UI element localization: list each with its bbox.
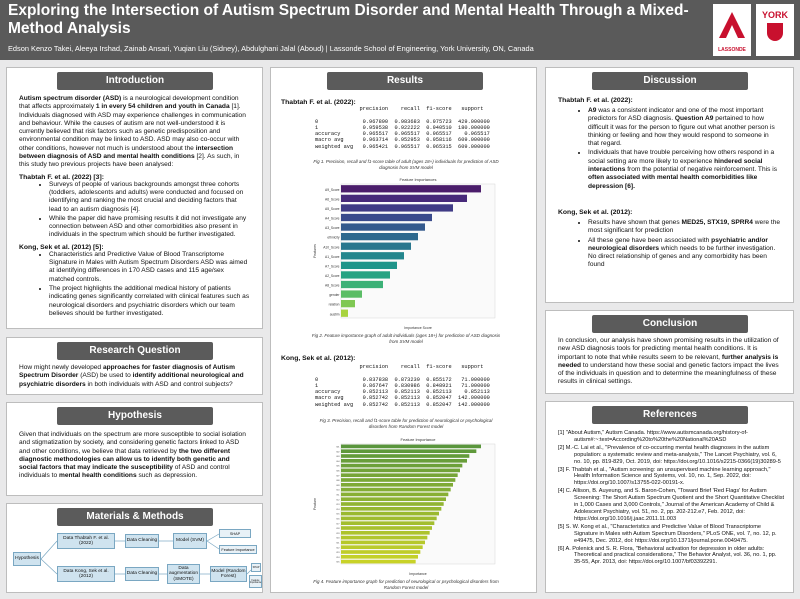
- tick-label: f03: [336, 456, 340, 459]
- y-axis-label: Feature: [313, 497, 317, 511]
- research-question-panel: [6, 337, 263, 395]
- tick-label: f20: [336, 537, 340, 540]
- tick-label: f23: [336, 552, 340, 555]
- bar: [341, 223, 425, 230]
- bar: [341, 483, 453, 487]
- bar: [341, 550, 420, 554]
- flow-model-svm: Model (SVM): [173, 533, 207, 549]
- results-heading: Results: [327, 72, 483, 90]
- list-item: • All these gene have been associated with psychiatric and/or neurological disorders which needs to be further investigation. No direct relationship of genes and any comorbidity has been found: [588, 237, 781, 270]
- flow-feature-2: Feature Importance: [249, 575, 262, 588]
- bar: [341, 300, 355, 307]
- tick-label: A10_Score: [323, 245, 340, 250]
- introduction-panel: [6, 67, 263, 329]
- flow-clean-2: Data Cleaning: [125, 567, 159, 581]
- tick-label: f13: [336, 504, 340, 507]
- conclusion-panel: [545, 310, 794, 394]
- y-axis-label: Features: [313, 244, 317, 258]
- research-question-text: How might newly developed approaches for faster diagnosis of Autism Spectrum Disorder (ASD) be used to identify additional neurological and psychiatric disorders in both individuals with ASD and control subjects?: [19, 364, 244, 388]
- fig2-caption: Fig 2. Feature importance graph of adult individuals (ages 18+) for prediction of ASD diagnosis from SVM model: [311, 333, 501, 344]
- tick-label: f08: [336, 480, 340, 483]
- bar: [341, 469, 460, 473]
- tick-label: austim: [329, 312, 340, 317]
- bar: [341, 459, 467, 463]
- hypothesis-heading: Hypothesis: [57, 407, 213, 425]
- x-axis-label: Importance Score: [404, 326, 432, 330]
- flow-shap-2: SHAP: [251, 563, 261, 572]
- bar: [341, 262, 397, 269]
- tick-label: A8_Score: [325, 283, 340, 288]
- bar: [341, 555, 418, 559]
- tick-label: A1_Score: [325, 254, 340, 259]
- fig1-caption: Fig 1. Precision, recall and f1-score table of adult (ages 18+) individuals for prediction of ASD diagnosis from SVM model: [313, 159, 499, 170]
- york-logo: YORK: [756, 4, 794, 56]
- tick-label: ethnicity: [327, 235, 340, 240]
- tick-label: f06: [336, 470, 340, 473]
- bar: [341, 536, 427, 540]
- tick-label: f04: [336, 460, 340, 463]
- tick-label: A7_Score: [325, 264, 340, 269]
- results-table-1: precision recall f1-score support 0 0.967890 0.983683 0.975723 429.000000 1 0.959538 0.922222 0.940510 180.000000 accuracy 0.965517 0.965517 0.965517 0.965517 macro avg 0.963714 0.952953 0.958116 609.000000 weighted avg 0.965421 0.965517 0.965315 609.000000: [315, 106, 490, 150]
- hypothesis-text: Given that individuals on the spectrum are more susceptible to social isolation and stigmatization by society, and considering genetic factors linked to ASD and other conditions, we believe that data retrieved by the two different diagnostic methodologies can allow us to identify both genetic and social factors that may indicate the susceptibility of ASD and control individuals to mental health conditions such as depression.: [19, 431, 246, 480]
- tick-label: f19: [336, 532, 340, 535]
- tick-label: f21: [336, 542, 340, 545]
- bar: [341, 310, 348, 317]
- tick-label: f24: [336, 556, 340, 559]
- bar: [341, 488, 451, 492]
- bar: [341, 521, 434, 525]
- reference-list: [546, 402, 793, 571]
- flow-augmentation: Data augmentation (SMOTE): [167, 564, 200, 584]
- reference-item: [3] F. Thabtah et al., "Autism screening: an unsupervised machine learning approach," Health Information Science and Systems, vol. 10, no. 1, Sep. 2022, doi: https://doi.org/10.1007/s13755-022-00191-x.: [558, 466, 771, 487]
- discussion-heading: Discussion: [592, 72, 748, 90]
- tick-label: f25: [336, 561, 340, 564]
- list-item: • While the paper did have promising results it did not investigate any connection between ASD and other comorbidities also present in individuals in the spectrum which should be further investigated.: [49, 215, 250, 240]
- tick-label: f05: [336, 465, 340, 468]
- intro-sub-kong: Kong, Sek et al. (2012) [5]:: [19, 243, 104, 251]
- list-item: • Results have shown that genes MED25, STX19, SPRR4 were the most significant for prediction: [588, 219, 781, 236]
- bar: [341, 497, 446, 501]
- bar: [341, 195, 467, 202]
- bar: [341, 473, 458, 477]
- flow-feature-1: Feature Importance: [219, 545, 257, 554]
- results-sub-thabtah: Thabtah F. et al. (2022):: [281, 99, 356, 106]
- tick-label: f07: [336, 475, 340, 478]
- bar: [341, 281, 383, 288]
- intro-list-thabtah: [49, 181, 250, 240]
- fig3-caption: Fig 3. Precision, recall and f1-score table for prediction of neurological or psychological disorders from Random Forest model: [319, 418, 493, 429]
- tick-label: f11: [336, 494, 340, 497]
- bar: [341, 445, 481, 449]
- tick-label: gender: [329, 293, 340, 298]
- tick-label: f09: [336, 484, 340, 487]
- bar: [341, 185, 481, 192]
- conclusion-heading: Conclusion: [592, 315, 748, 333]
- tick-label: A4_Score: [325, 216, 340, 221]
- bar: [341, 243, 411, 250]
- materials-methods-heading: Materials & Methods: [57, 508, 213, 526]
- bar: [341, 271, 390, 278]
- reference-item: [5] S. W. Kong et al., "Characteristics and Predictive Value of Blood Transcriptome Signature in Males with Autism Spectrum Disorders," PLoS ONE, vol. 7, no. 12, p. e49475, Dec. 2012, doi: https://doi.org/10.1371/journal.pone.0049475.: [558, 523, 777, 544]
- feature-importance-chart-2: [311, 434, 501, 578]
- list-item: • Surveys of people of various backgrounds amongst three cohorts (toddlers, adolescents and adults) were conducted and focused on identifying and ranking the most crucial and deciding factors that lead to an autism diagnosis [4].: [49, 181, 250, 214]
- conclusion-text: In conclusion, our analysis have shown promising results in the utilization of new ASD diagnosis tools for predicting mental health conditions. It is important to note that while results seem to be relevant, further analysis is needed to understand how these social and genetic factors impact the lives of the individuals in question and to determine the meaningfulness of these results in clinical settings.: [558, 337, 779, 386]
- tick-label: f01: [336, 446, 340, 449]
- tick-label: A5_Score: [325, 207, 340, 212]
- results-sub-kong: Kong, Sek et al. (2012):: [281, 355, 356, 362]
- plot-area: [341, 184, 495, 318]
- poster-title: Exploring the Intersection of Autism Spectrum Disorder and Mental Health Through a Mixed-Method Analysis: [8, 2, 689, 37]
- flow-model-rf: Model (Random Forest): [210, 566, 247, 582]
- bar: [341, 252, 404, 259]
- discussion-panel: [545, 67, 794, 303]
- tick-label: f16: [336, 518, 340, 521]
- flow-clean-1: Data Cleaning: [125, 534, 159, 548]
- results-panel: [270, 67, 537, 593]
- flow-data-kong: Data Kong, Sek et al. (2012): [57, 566, 115, 582]
- tick-label: relation: [328, 302, 340, 307]
- feature-importance-chart-1: [311, 174, 501, 332]
- bar: [341, 449, 476, 453]
- tick-label: f14: [336, 508, 340, 511]
- intro-list-kong: [49, 251, 250, 318]
- discussion-sub-thabtah: Thabtah F. et al. (2022):: [558, 97, 633, 104]
- chart-title: Feature Importance: [400, 437, 436, 442]
- bar: [341, 454, 469, 458]
- bar: [341, 531, 430, 535]
- bar: [341, 545, 423, 549]
- bar: [341, 512, 439, 516]
- hypothesis-panel: [6, 402, 263, 496]
- chart-title: Feature Importances: [399, 177, 437, 182]
- bar: [341, 233, 418, 240]
- tick-label: f12: [336, 499, 340, 502]
- flow-shap-1: SHAP: [219, 529, 251, 538]
- flow-data-thabtah: Data Thabtah F. et al. (2022): [57, 533, 115, 549]
- bar: [341, 214, 432, 221]
- introduction-heading: Introduction: [57, 72, 213, 90]
- flow-hypothesis: Hypothesis: [13, 552, 41, 566]
- tick-label: A3_Score: [325, 226, 340, 231]
- materials-methods-panel: [6, 503, 263, 593]
- bar: [341, 560, 416, 564]
- tick-label: f15: [336, 513, 340, 516]
- bar: [341, 541, 425, 545]
- lassonde-logo: LASSONDE: [713, 4, 751, 56]
- intro-sub-thabtah: Thabtah F. et al. (2022) [3]:: [19, 173, 104, 181]
- tick-label: A6_Score: [325, 197, 340, 202]
- reference-item: [4] C. Allison, B. Auyeung, and S. Baron-Cohen, "Toward Brief 'Red Flags' for Autism Screening: The Short Autism Spectrum Quotient and the Short Quantitative Checklist in 1,000 Cases and 3,000 Controls," Journal of the American Academy of Child & Adolescent Psychiatry, vol. 51, no. 2, pp. 202-212.e7, Feb. 2012, doi: https://doi.org/10.1016/j.jaac.2011.11.003: [558, 488, 785, 522]
- reference-item: [1] "About Autism," Autism Canada. https://www.autismcanada.org/history-of-autism#:~:text=According%20to%20the%20National%20ASD: [558, 430, 748, 443]
- discussion-list-thabtah: [588, 107, 781, 191]
- tick-label: A2_Score: [325, 274, 340, 279]
- references-panel: [545, 401, 794, 593]
- research-question-heading: Research Question: [57, 342, 213, 360]
- poster-authors: Edson Kenzo Takei, Aleeya Irshad, Zainab Ansari, Yuqian Liu (Sidney), Abdulghani Jalal (Aboud) | Lassonde School of Engineering, York University, ON, Canada: [8, 44, 534, 53]
- bar: [341, 507, 441, 511]
- list-item: • A9 was a consistent indicator and one of the most important predictors for ASD diagnosis. Question A9 pertained to how difficult it was for the person to figure out what another person is thinking or feeling and how they would respond to someone in that regard.: [588, 107, 781, 148]
- bar: [341, 464, 462, 468]
- discussion-sub-kong: Kong, Sek et al. (2012):: [558, 208, 633, 216]
- tick-label: f02: [336, 451, 340, 454]
- results-table-2: precision recall f1-score support 0 0.837838 0.873239 0.855172 71.000000 1 0.867647 0.830986 0.848921 71.000000 accuracy 0.852113 0.852113 0.852113 0.852113 macro avg 0.852742 0.852113 0.852047 142.000000 weighted avg 0.852742 0.852113 0.852047 142.000000: [315, 364, 490, 408]
- tick-label: f18: [336, 528, 340, 531]
- bar: [341, 290, 362, 297]
- reference-item: [2] M.-C. Lai et al., "Prevalence of co-occurring mental health diagnoses in the autism population: a systematic review and meta-analysis," The Lancet Psychiatry, vol. 6, no. 10, pp. 819-829, Oct. 2019, doi: https://doi.org/10.1016/s2215-0366(19)30289-5: [558, 444, 781, 465]
- bar: [341, 478, 455, 482]
- tick-label: f22: [336, 547, 340, 550]
- discussion-list-kong: [588, 219, 781, 270]
- list-item: • Individuals that have trouble perceiving how others respond in a social setting are more likely to experience hindered social interactions from the potential of negative reinforcement. This is often associated with mental health comorbidities like depression [6].: [588, 149, 781, 190]
- tick-label: f17: [336, 523, 340, 526]
- bar: [341, 502, 444, 506]
- x-axis-label: Importance: [409, 572, 427, 576]
- fig4-caption: Fig 4. Feature importance graph for prediction of neurological or psychological disorders from Random Forest model: [313, 579, 499, 590]
- list-item: • The project highlights the additional medical history of patients indicating genes significantly correlated with clinical features such as neurological disorders and psychiatric disorders which our team believes should be further investigated.: [49, 285, 250, 318]
- intro-paragraph: Autism spectrum disorder (ASD) is a neurological development condition that affects approximately 1 in every 54 children and youth in Canada [1]. Individuals diagnosed with ASD may experience challenges in communication and behaviour. While the causes of autism are not well-understood it is currently believed that risk factors such as genetic predisposition and environmental condition may be linked to ASD. ASD may also co-occur with other conditions, however not much is understood about the intersection between diagnosis of ASD and mental health conditions [2]. As such, in this study two previous projects have been analysed:: [19, 95, 246, 169]
- list-item: • Characteristics and Predictive Value of Blood Transcriptome Signature in Males with Autism Spectrum Disorders ASD was aimed at identifying differences in 170 ASD cases and 115 age/sex matched controls.: [49, 251, 250, 284]
- bar: [341, 526, 432, 530]
- references-heading: References: [592, 406, 748, 424]
- header-banner: [0, 0, 800, 60]
- bar: [341, 517, 437, 521]
- bar: [341, 493, 448, 497]
- tick-label: f10: [336, 489, 340, 492]
- reference-item: [6] A. Polenick and S. R. Flora, "Behavioral activation for depression in older adults: Theoretical and practical considerations," The Behavior Analyst, vol. 36, no. 1, pp. 35-55, Apr. 2013, doi: https://doi.org/10.1007/bf03392291.: [558, 545, 777, 566]
- tick-label: A9_Score: [325, 187, 340, 192]
- bar: [341, 204, 453, 211]
